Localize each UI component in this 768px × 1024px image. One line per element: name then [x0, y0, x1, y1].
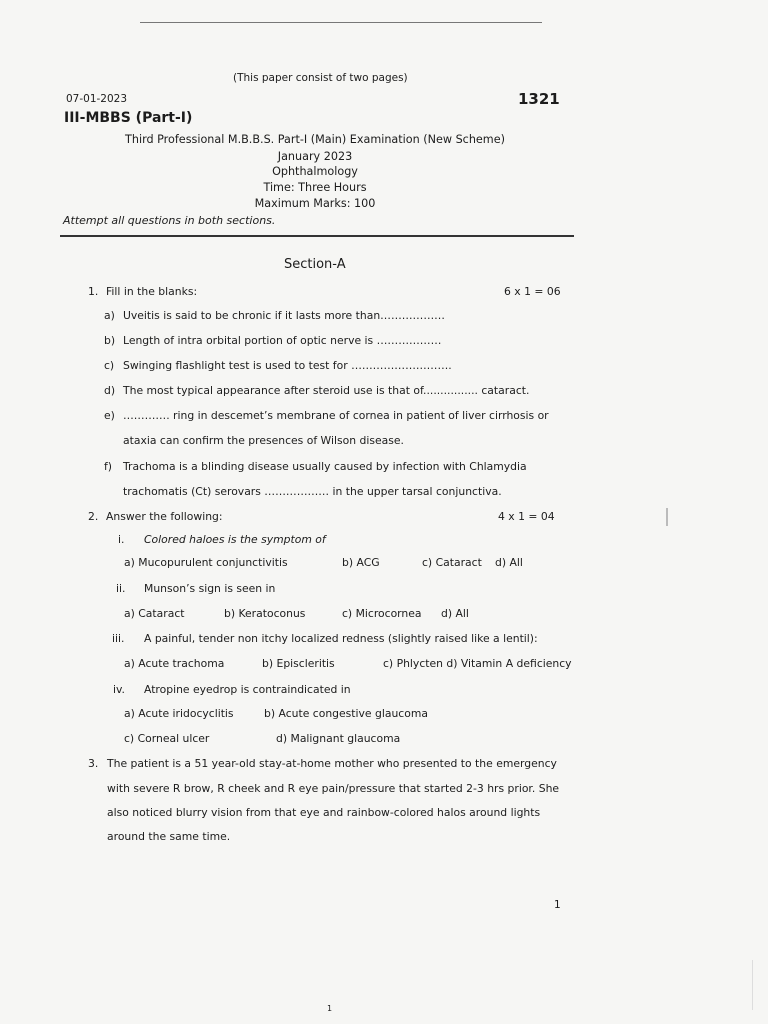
q2-title: Answer the following:	[106, 510, 223, 523]
q1f-text: Trachoma is a blinding disease usually caused by infection with Chlamydia	[123, 460, 527, 473]
q1b-label: b)	[104, 334, 116, 347]
scan-page-number: 1	[327, 1004, 333, 1013]
q3-line-1: The patient is a 51 year-old stay-at-home mother who presented to the emergency	[107, 757, 557, 770]
q2iii-stem: A painful, tender non itchy localized redness (slightly raised like a lentil):	[144, 632, 538, 645]
q2i-option-c: c) Cataract	[422, 556, 482, 569]
q2ii-option-a: a) Cataract	[124, 607, 185, 620]
q3-line-3: also noticed blurry vision from that eye and rainbow-colored halos around lights	[107, 806, 541, 819]
exam-title-text: Third Professional M.B.B.S. Part-I (Main) Examination (New Scheme)	[125, 133, 505, 146]
exam-subject: Ophthalmology	[272, 165, 358, 178]
q2iii-option-a: a) Acute trachoma	[124, 657, 225, 670]
q2-marks: 4 x 1 = 04	[498, 510, 555, 523]
q2i-option-a: a) Mucopurulent conjunctivitis	[124, 556, 288, 569]
exam-max-marks: Maximum Marks: 100	[254, 197, 376, 210]
q1b-text: Length of intra orbital portion of optic nerve is ………………	[123, 334, 442, 347]
page-number: 1	[554, 899, 561, 911]
paper-code: 1321	[518, 90, 560, 108]
q2iv-option-d: d) Malignant glaucoma	[276, 732, 401, 745]
q1e-label: e)	[104, 409, 115, 422]
q2i-label: i.	[118, 533, 125, 546]
q2iv-option-c: c) Corneal ulcer	[124, 732, 210, 745]
q1-title: Fill in the blanks:	[106, 285, 198, 298]
q2iii-label: iii.	[112, 632, 125, 645]
q2ii-option-b: b) Keratoconus	[224, 607, 306, 620]
q1-number: 1.	[88, 285, 99, 298]
top-rule	[140, 22, 542, 23]
exam-date: 07-01-2023	[66, 93, 128, 105]
q1-marks: 6 x 1 = 06	[504, 285, 561, 298]
q2iv-option-a: a) Acute iridocyclitis	[124, 707, 234, 720]
q2i-stem: Colored haloes is the symptom of	[144, 533, 326, 546]
q1d-text: The most typical appearance after steroid use is that of................ cataract.	[123, 384, 530, 397]
q3-line-4: around the same time.	[107, 830, 231, 843]
q2iv-stem: Atropine eyedrop is contraindicated in	[144, 683, 351, 696]
scan-artifact	[666, 508, 668, 526]
q1e-text-cont: ataxia can confirm the presences of Wilson disease.	[123, 434, 404, 447]
q1f-text-cont: trachomatis (Ct) serovars ……………… in the upper tarsal conjunctiva.	[123, 485, 502, 498]
q1a-label: a)	[104, 309, 115, 322]
q2iii-option-b: b) Episcleritis	[262, 657, 335, 670]
q3-number: 3.	[88, 757, 99, 770]
q1f-label: f)	[104, 460, 113, 473]
q1e-text: …………. ring in descemet’s membrane of cornea in patient of liver cirrhosis or	[123, 409, 549, 422]
exam-session: January 2023	[277, 150, 353, 163]
exam-time: Time: Three Hours	[263, 181, 367, 194]
instruction-text: Attempt all questions in both sections.	[63, 214, 276, 227]
q2iii-option-c: c) Phlycten d) Vitamin A deficiency	[383, 657, 572, 670]
q2i-option-d: d) All	[495, 556, 523, 569]
course-title: III-MBBS (Part-I)	[64, 110, 193, 126]
q2-number: 2.	[88, 510, 99, 523]
q2ii-stem: Munson’s sign is seen in	[144, 582, 276, 595]
q1a-text: Uveitis is said to be chronic if it lasts more than………………	[123, 309, 445, 322]
q3-line-2: with severe R brow, R cheek and R eye pain/pressure that started 2-3 hrs prior. She	[107, 782, 560, 795]
page-count-note: (This paper consist of two pages)	[233, 72, 408, 84]
q2ii-option-c: c) Microcornea	[342, 607, 422, 620]
q2ii-label: ii.	[116, 582, 126, 595]
q2iv-option-b: b) Acute congestive glaucoma	[264, 707, 428, 720]
q2i-option-b: b) ACG	[342, 556, 380, 569]
header-divider	[60, 235, 574, 237]
q2ii-option-d: d) All	[441, 607, 469, 620]
q2iv-label: iv.	[113, 683, 125, 696]
exam-title	[0, 133, 630, 146]
q1d-label: d)	[104, 384, 116, 397]
q1c-label: c)	[104, 359, 115, 372]
section-title: Section-A	[284, 257, 346, 272]
scan-edge-artifact	[752, 960, 753, 1010]
q1c-text: Swinging flashlight test is used to test for ……………………….	[123, 359, 452, 372]
